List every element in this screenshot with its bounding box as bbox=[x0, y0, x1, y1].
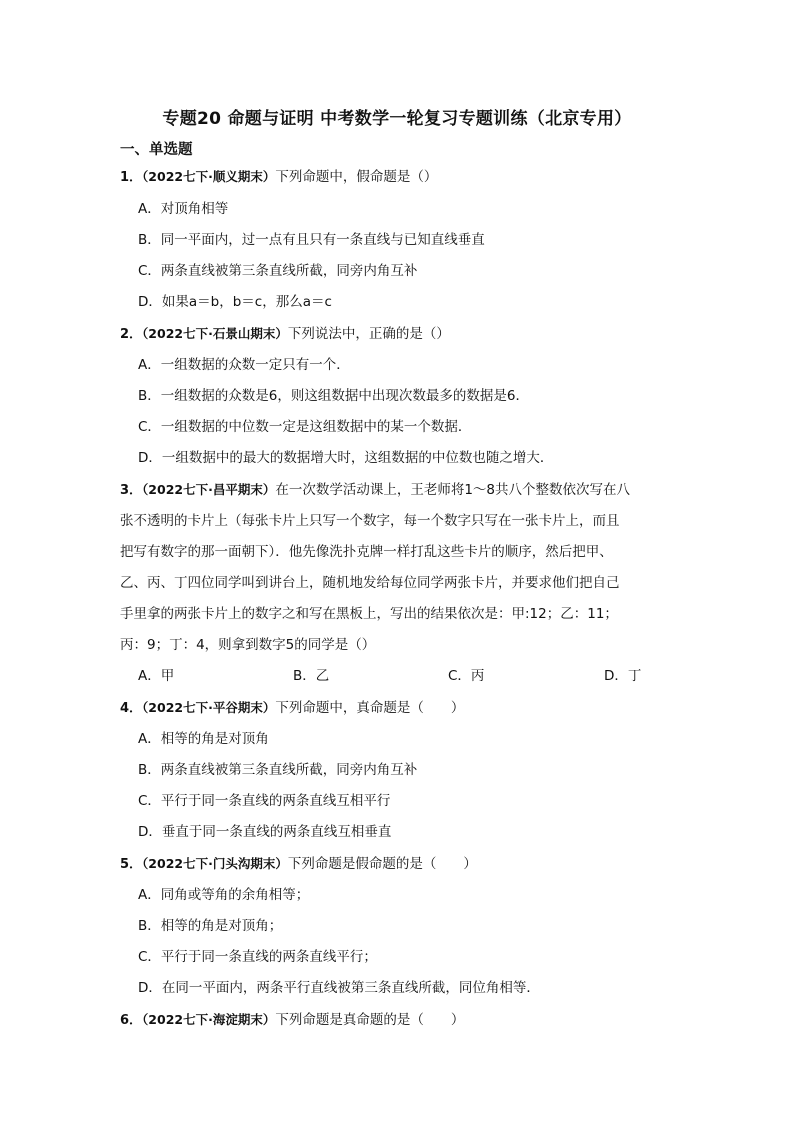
question-3 bbox=[120, 478, 630, 498]
question-text: 下列说法中，正确的是（） bbox=[287, 326, 450, 342]
question-number: 6． bbox=[120, 1013, 143, 1028]
question-number: 5． bbox=[120, 857, 143, 872]
question-2-option-c: C．一组数据的中位数一定是这组数据中的某一个数据． bbox=[138, 419, 472, 435]
question-text: 下列命题中，真命题是（ ） bbox=[275, 700, 465, 716]
question-text: 下列命题是假命题的是（ ） bbox=[287, 856, 477, 872]
question-2-option-a: A．一组数据的众数一定只有一个． bbox=[138, 357, 350, 373]
question-source: （2022七下·门头沟期末） bbox=[142, 856, 288, 871]
question-number: 1． bbox=[120, 170, 143, 185]
question-3-text-line: 丙：9；丁：4，则拿到数字5的同学是（） bbox=[120, 637, 376, 653]
question-source: （2022七下·顺义期末） bbox=[142, 169, 276, 184]
question-source: （2022七下·海淀期末） bbox=[142, 1012, 276, 1027]
question-2 bbox=[120, 322, 450, 342]
question-number: 4． bbox=[120, 701, 143, 716]
question-3-option-d: D．丁 bbox=[604, 668, 642, 684]
question-1-option-a: A．对顶角相等 bbox=[138, 201, 229, 217]
question-4-option-c: C．平行于同一条直线的两条直线互相平行 bbox=[138, 793, 391, 809]
question-5-option-b: B．相等的角是对顶角； bbox=[138, 918, 283, 934]
question-5-option-d: D．在同一平面内，两条平行直线被第三条直线所截，同位角相等． bbox=[138, 980, 540, 996]
question-3-option-b: B．乙 bbox=[293, 668, 330, 684]
question-1-option-d: D．如果a＝b，b＝c，那么a＝c bbox=[138, 294, 332, 310]
question-4-option-d: D．垂直于同一条直线的两条直线互相垂直 bbox=[138, 824, 392, 840]
question-3-option-a: A．甲 bbox=[138, 668, 175, 684]
question-text: 下列命题是真命题的是（ ） bbox=[275, 1012, 465, 1028]
question-3-option-c: C．丙 bbox=[448, 668, 485, 684]
question-1-option-b: B．同一平面内，过一点有且只有一条直线与已知直线垂直 bbox=[138, 232, 485, 248]
page-title: 专题20 命题与证明 中考数学一轮复习专题训练（北京专用） bbox=[162, 109, 632, 129]
question-5-option-c: C．平行于同一条直线的两条直线平行； bbox=[138, 949, 377, 965]
question-source: （2022七下·平谷期末） bbox=[142, 700, 276, 715]
question-4-option-a: A．相等的角是对顶角 bbox=[138, 731, 269, 747]
question-4-option-b: B．两条直线被第三条直线所截，同旁内角互补 bbox=[138, 762, 418, 778]
question-number: 3． bbox=[120, 483, 143, 498]
question-6 bbox=[120, 1008, 464, 1028]
question-5 bbox=[120, 852, 477, 872]
question-number: 2． bbox=[120, 327, 143, 342]
question-1-option-c: C．两条直线被第三条直线所截，同旁内角互补 bbox=[138, 263, 418, 279]
question-text: 下列命题中，假命题是（） bbox=[275, 169, 438, 185]
question-3-text-line: 乙、丙、丁四位同学叫到讲台上，随机地发给每位同学两张卡片，并要求他们把自己 bbox=[120, 575, 620, 591]
question-text-line: 在一次数学活动课上，王老师将1～8共八个整数依次写在八 bbox=[275, 482, 631, 498]
question-2-option-d: D．一组数据中的最大的数据增大时，这组数据的中位数也随之增大． bbox=[138, 450, 554, 466]
question-3-text-line: 张不透明的卡片上（每张卡片上只写一个数字，每一个数字只写在一张卡片上，而且 bbox=[120, 513, 620, 529]
question-5-option-a: A．同角或等角的余角相等； bbox=[138, 887, 310, 903]
question-3-text-line: 把写有数字的那一面朝下）．他先像洗扑克牌一样打乱这些卡片的顺序，然后把甲、 bbox=[120, 544, 613, 560]
question-3-text-line: 手里拿的两张卡片上的数字之和写在黑板上，写出的结果依次是：甲:12；乙：11； bbox=[120, 606, 618, 622]
question-source: （2022七下·石景山期末） bbox=[142, 326, 288, 341]
question-2-option-b: B．一组数据的众数是6，则这组数据中出现次数最多的数据是6． bbox=[138, 388, 529, 404]
question-source: （2022七下·昌平期末） bbox=[142, 482, 276, 497]
question-4 bbox=[120, 696, 464, 716]
question-1 bbox=[120, 165, 437, 185]
section-heading: 一、单选题 bbox=[120, 142, 193, 158]
